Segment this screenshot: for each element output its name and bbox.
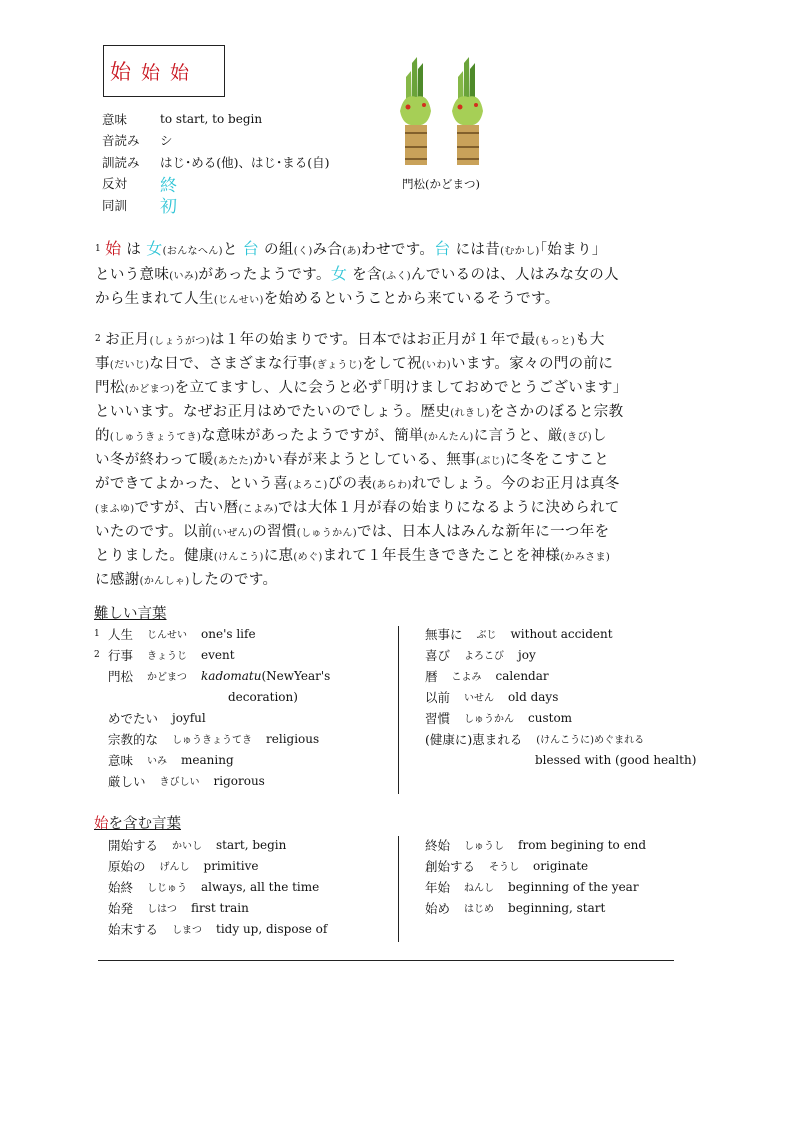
p2-text: では大体１月が春の始まりになるように決められて: [278, 500, 620, 516]
p2-text: お正月: [105, 332, 150, 348]
vocab-jp: 厳しい: [108, 773, 146, 789]
p2-line: [95, 521, 705, 545]
p2-text: ですが、古い暦: [134, 500, 239, 516]
ruby: (めぐ): [293, 552, 323, 563]
vocab-reading: よろこび: [464, 651, 505, 662]
ruby: (まふゆ): [95, 504, 135, 515]
p2-text: し: [592, 428, 607, 444]
ruby: (かんたん): [423, 432, 474, 443]
word-reading: しじゅう: [147, 883, 188, 894]
kunyomi-label: 訓読み: [102, 154, 140, 170]
p2-text: をさかのぼると宗教: [489, 404, 624, 420]
vocab-title: 難しい言葉: [94, 606, 167, 622]
words-title-kanji: 始: [94, 816, 109, 832]
vocab-en: old days: [508, 689, 559, 704]
vocab-reading: ぶじ: [476, 630, 497, 641]
ruby: (かどまつ): [124, 384, 175, 395]
vocab-divider: [398, 626, 399, 794]
words-divider: [398, 836, 399, 942]
word-item: [425, 876, 646, 897]
p1-kanji-dai: 台: [434, 239, 451, 258]
meaning-value: to start, to begin: [160, 111, 263, 126]
word-jp: 年始: [425, 879, 451, 895]
word-item: [108, 834, 327, 855]
p1-text: という意味: [95, 267, 170, 283]
word-jp: 創始する: [425, 858, 476, 874]
vocab-reading: かどまつ: [147, 672, 188, 683]
opposite-value: 終: [160, 175, 177, 196]
vocab-jp: 宗教的な: [108, 731, 159, 747]
ruby: (けんこう): [213, 552, 264, 563]
p2-text: といいます。なぜお正月はめでたいのでしょう。歴史: [95, 404, 451, 420]
p1-text: を始めるということから来ているそうです。: [263, 291, 560, 307]
vocab-right-column: [425, 623, 696, 770]
p1-kanji-shi: 始: [105, 239, 122, 258]
vocab-jp: (健康に)恵まれる: [425, 731, 523, 747]
vocab-en: custom: [528, 710, 573, 725]
vocab-item: [94, 644, 330, 665]
vocab-en: (NewYear's: [261, 668, 331, 683]
vocab-item: [425, 686, 696, 707]
p2-text: います。家々の門の前に: [451, 356, 614, 372]
p2-text: な意味があったようですが、簡単: [201, 428, 424, 444]
p2-text: まれて１年長生きできたことを神様: [322, 548, 561, 564]
paragraph-1: [95, 238, 705, 312]
p2-line: [95, 377, 705, 401]
vocab-en: without accident: [510, 626, 613, 641]
p2-text: に冬をこすこと: [505, 452, 610, 468]
meaning-row: [102, 108, 330, 130]
vocab-item: [94, 728, 330, 749]
onyomi-label: 音読み: [102, 133, 140, 149]
p1-text: があったようです。: [198, 267, 331, 283]
p1-text: は: [126, 242, 142, 258]
vocab-reading: (けんこうに)めぐまれる: [536, 735, 645, 746]
p1-text: を含: [352, 267, 382, 283]
word-jp: 開始する: [108, 837, 159, 853]
p1-text: の組: [264, 242, 294, 258]
word-item: [108, 918, 327, 939]
p1-text: と: [222, 242, 238, 258]
p2-text: ができてよかった、という喜: [95, 476, 289, 492]
p1-text: わせです。: [361, 242, 435, 258]
word-item: [425, 855, 646, 876]
vocab-item: [94, 749, 330, 770]
p1-text: には昔: [455, 242, 501, 258]
kadomatsu-illustration: [398, 55, 488, 173]
p2-line: [95, 545, 705, 569]
vocab-reading: きびしい: [159, 777, 200, 788]
p1-line-1: [95, 238, 705, 263]
word-reading: しはつ: [147, 904, 178, 915]
p2-text: 的: [95, 428, 110, 444]
p1-line-3: [95, 288, 705, 312]
vocab-jp: 門松: [108, 668, 134, 684]
vocab-en: event: [201, 647, 235, 662]
word-item: [108, 855, 327, 876]
vocab-item: [425, 644, 696, 665]
word-en: tidy up, dispose of: [216, 921, 328, 936]
synonym-value: 初: [160, 197, 177, 218]
vocab-en: joyful: [172, 710, 206, 725]
p1-line-2: [95, 263, 705, 288]
word-item: [108, 897, 327, 918]
word-reading: はじめ: [464, 904, 495, 915]
word-reading: そうし: [489, 862, 520, 873]
kunyomi-row: [102, 151, 330, 173]
opposite-label: 反対: [102, 176, 128, 192]
word-reading: しゅうし: [464, 841, 505, 852]
vocab-en: joy: [518, 647, 536, 662]
p2-line: [95, 328, 705, 353]
p2-text: とりました。健康: [95, 548, 214, 564]
vocab-item: [425, 665, 696, 686]
p1-number: 1: [95, 244, 102, 254]
word-reading: げんし: [159, 862, 190, 873]
ruby: (ぶじ): [475, 456, 506, 467]
kadomatsu-caption: 門松(かどまつ): [402, 177, 480, 191]
vocab-jp: 以前: [425, 689, 451, 705]
vocab-item: [94, 707, 330, 728]
word-en: primitive: [203, 858, 259, 873]
ruby: (おんなへん): [162, 246, 223, 257]
kanji-print: 始: [170, 61, 190, 84]
word-en: from begining to end: [518, 837, 647, 852]
words-title: [94, 812, 181, 833]
p2-text: かい春が来ようとしている、無事: [253, 452, 476, 468]
ruby: (いみ): [169, 271, 199, 282]
word-en: originate: [533, 858, 589, 873]
ruby: (かみさま): [560, 552, 611, 563]
word-en: always, all the time: [201, 879, 320, 894]
word-reading: しまつ: [172, 925, 203, 936]
ruby: (きび): [562, 432, 592, 443]
p2-line: [95, 569, 705, 593]
p2-line: [95, 401, 705, 425]
vocab-reading: きょうじ: [147, 651, 188, 662]
ruby: (じんせい): [213, 295, 264, 306]
meaning-label: 意味: [102, 111, 128, 127]
ruby: (かんしゃ): [139, 576, 190, 587]
paragraph-2: [95, 328, 705, 593]
kanji-info: [102, 108, 330, 216]
ruby: (ふく): [381, 271, 412, 282]
kadomatsu-right: [452, 57, 483, 165]
p2-number: 2: [95, 334, 102, 344]
p2-line: [95, 353, 705, 377]
vocab-en: calendar: [495, 668, 549, 683]
p2-text: 門松: [95, 380, 125, 396]
vocab-reading: こよみ: [451, 672, 482, 683]
ruby: (よろこ): [288, 480, 328, 491]
vocab-jp: 喜び: [425, 647, 451, 663]
p1-text: ｢始まり｣: [539, 242, 600, 258]
onyomi-value: シ: [160, 133, 173, 149]
word-jp: 始発: [108, 900, 134, 916]
word-item: [425, 897, 646, 918]
p2-text: も大: [575, 332, 605, 348]
vocab-en: religious: [266, 731, 320, 746]
p2-text: を立てますし、人に会うと必ず｢明けましておめでとうございます｣: [174, 380, 621, 396]
kanji-brush: 始: [110, 60, 131, 84]
p2-line: [95, 473, 705, 497]
ruby: (あたた): [213, 456, 254, 467]
word-item: [425, 834, 646, 855]
vocab-item: [94, 665, 330, 686]
p2-text: に恵: [263, 548, 294, 564]
p2-text: は１年の始まりです。日本ではお正月が１年で最: [209, 332, 536, 348]
vocab-item: [425, 707, 696, 728]
vocab-reading: しゅうきょうてき: [172, 735, 253, 746]
vocab-item: [425, 728, 696, 749]
word-en: beginning, start: [508, 900, 606, 915]
vocab-en: blessed with (good health): [535, 752, 697, 767]
vocab-jp: 習慣: [425, 710, 451, 726]
p1-text: み合: [312, 242, 343, 258]
vocab-num: 2: [94, 649, 100, 660]
word-en: start, begin: [216, 837, 287, 852]
words-left-column: [108, 834, 327, 939]
vocab-item: [94, 686, 330, 707]
vocab-jp: 意味: [108, 752, 134, 768]
vocab-en: kadomatu: [201, 668, 262, 683]
p2-line: [95, 425, 705, 449]
vocab-jp: めでたい: [108, 710, 159, 726]
p1-kanji-dai: 台: [242, 239, 260, 258]
ruby: (いわ): [421, 360, 451, 371]
p2-text: びの表: [327, 476, 373, 492]
vocab-reading: いせん: [464, 693, 495, 704]
ruby: (しゅうかん): [296, 528, 358, 539]
word-en: first train: [191, 900, 249, 915]
vocab-num: 1: [94, 628, 100, 639]
vocab-item: [94, 770, 330, 791]
p1-text: んでいるのは、人はみな女の人: [411, 267, 619, 283]
p1-kanji-onna: 女: [330, 264, 348, 283]
ruby: (もっと): [535, 336, 576, 347]
ruby: (むかし): [500, 246, 540, 257]
p2-line: [95, 449, 705, 473]
vocab-jp: 行事: [108, 647, 134, 663]
p2-text: したのです。: [189, 572, 278, 588]
p1-text: から生まれて人生: [95, 291, 214, 307]
p2-text: 事: [95, 356, 110, 372]
word-jp: 始終: [108, 879, 134, 895]
vocab-reading: しゅうかん: [464, 714, 515, 725]
ruby: (あ): [342, 246, 362, 257]
synonym-row: [102, 194, 330, 216]
kanji-title-box: [103, 45, 225, 97]
p2-text: れでしょう。今のお正月は真冬: [411, 476, 620, 492]
ruby: (だいじ): [109, 360, 150, 371]
p2-text: をして祝: [362, 356, 422, 372]
vocab-reading: じんせい: [147, 630, 188, 641]
vocab-item: [94, 623, 330, 644]
ruby: (ぎょうじ): [312, 360, 363, 371]
ruby: (れきし): [450, 408, 490, 419]
vocab-jp: 暦: [425, 668, 438, 684]
p2-text: に感謝: [95, 572, 140, 588]
kadomatsu-left: [400, 57, 431, 165]
vocab-jp: 人生: [108, 626, 134, 642]
vocab-en: meaning: [181, 752, 234, 767]
p2-text: な日で、さまざまな行事: [149, 356, 313, 372]
p2-line: [95, 497, 705, 521]
ruby: (あらわ): [372, 480, 412, 491]
p2-text: の習慣: [252, 524, 297, 540]
vocab-item: [425, 749, 696, 770]
kunyomi-value: はじ･める(他)、はじ･まる(自): [160, 154, 330, 170]
vocab-item: [425, 623, 696, 644]
onyomi-row: [102, 130, 330, 152]
word-reading: ねんし: [464, 883, 495, 894]
p1-kanji-onna: 女: [146, 239, 163, 258]
vocab-en: rigorous: [213, 773, 265, 788]
ruby: (いぜん): [212, 528, 253, 539]
vocab-en: decoration): [228, 689, 298, 704]
vocab-reading: いみ: [147, 756, 168, 767]
p2-text: いたのです。以前: [95, 524, 213, 540]
p2-text: い冬が終わって暖: [95, 452, 214, 468]
p2-text: では、日本人はみんな新年に一つ年を: [357, 524, 610, 540]
ruby: (しょうがつ): [149, 336, 210, 347]
word-jp: 終始: [425, 837, 451, 853]
ruby: (しゅうきょうてき): [109, 432, 202, 443]
word-jp: 原始の: [108, 858, 146, 874]
words-title-text: を含む言葉: [108, 816, 181, 832]
ruby: (く): [293, 246, 313, 257]
word-reading: かいし: [172, 841, 203, 852]
bottom-rule: [98, 960, 674, 961]
vocab-en: one's life: [201, 626, 256, 641]
word-en: beginning of the year: [508, 879, 639, 894]
word-jp: 始め: [425, 900, 451, 916]
p2-text: に言うと、厳: [473, 428, 563, 444]
kanji-handwritten: 始: [141, 61, 161, 84]
synonym-label: 同訓: [102, 197, 128, 213]
word-item: [108, 876, 327, 897]
ruby: (こよみ): [238, 504, 279, 515]
opposite-row: [102, 173, 330, 195]
words-right-column: [425, 834, 646, 918]
vocab-left-column: [94, 623, 330, 791]
vocab-jp: 無事に: [425, 626, 463, 642]
word-jp: 始末する: [108, 921, 159, 937]
